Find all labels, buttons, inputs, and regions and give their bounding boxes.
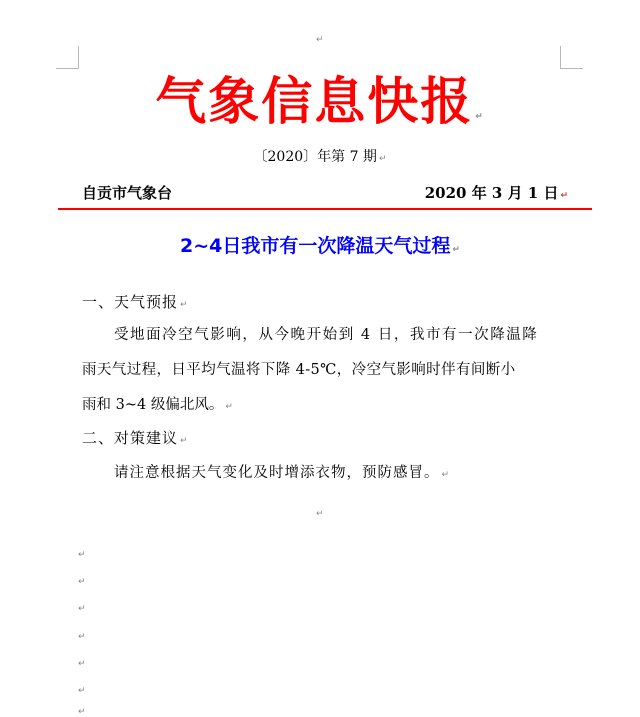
section-title-forecast: 一、天气预报 ↵ [82, 293, 189, 311]
paragraph-mark-icon: ↵ [180, 436, 189, 446]
issue-date: 2020 年 3 月 1 日 ↵ [424, 184, 568, 202]
headline: 2~4日我市有一次降温天气过程 ↵ [180, 235, 460, 257]
paragraph-mark-icon: ↵ [316, 509, 324, 519]
crop-mark-top-left [56, 46, 79, 69]
paragraph-mark-icon: ↵ [78, 550, 86, 560]
paragraph-mark-icon: ↵ [452, 245, 460, 255]
section-title-advice: 二、对策建议 ↵ [82, 429, 189, 447]
advice-line-1: 请注意根据天气变化及时增添衣物，预防感冒。 ↵ [114, 465, 451, 481]
paragraph-mark-icon: ↵ [78, 604, 86, 614]
paragraph-mark-icon: ↵ [78, 577, 86, 587]
paragraph-mark-icon: ↵ [560, 191, 568, 201]
forecast-line-2: 雨天气过程，日平均气温将下降 4-5℃，冷空气影响时伴有间断小 [82, 362, 516, 378]
paragraph-mark-icon: ↵ [378, 154, 387, 164]
forecast-line-3: 雨和 3~4 级偏北风。 ↵ [82, 397, 233, 413]
red-divider [58, 208, 592, 210]
paragraph-mark-icon: ↵ [225, 402, 233, 412]
paragraph-mark-icon: ↵ [78, 707, 86, 717]
paragraph-mark-icon: ↵ [475, 112, 485, 122]
paragraph-mark-icon: ↵ [441, 470, 451, 480]
paragraph-mark-icon: ↵ [78, 686, 86, 696]
issue-number: 〔2020〕年第 7 期 ↵ [253, 149, 387, 165]
paragraph-mark-icon: ↵ [180, 300, 189, 310]
paragraph-mark-icon: ↵ [78, 659, 86, 669]
issuer-name: 自贡市气象台 [82, 184, 173, 202]
paragraph-mark-icon: ↵ [316, 35, 324, 45]
paragraph-mark-icon: ↵ [78, 632, 86, 642]
forecast-line-1: 受地面冷空气影响，从今晚开始到 4 日，我市有一次降温降 [114, 327, 539, 343]
crop-mark-top-right [560, 46, 583, 69]
masthead-title: 气象信息快报 ↵ [155, 72, 485, 132]
